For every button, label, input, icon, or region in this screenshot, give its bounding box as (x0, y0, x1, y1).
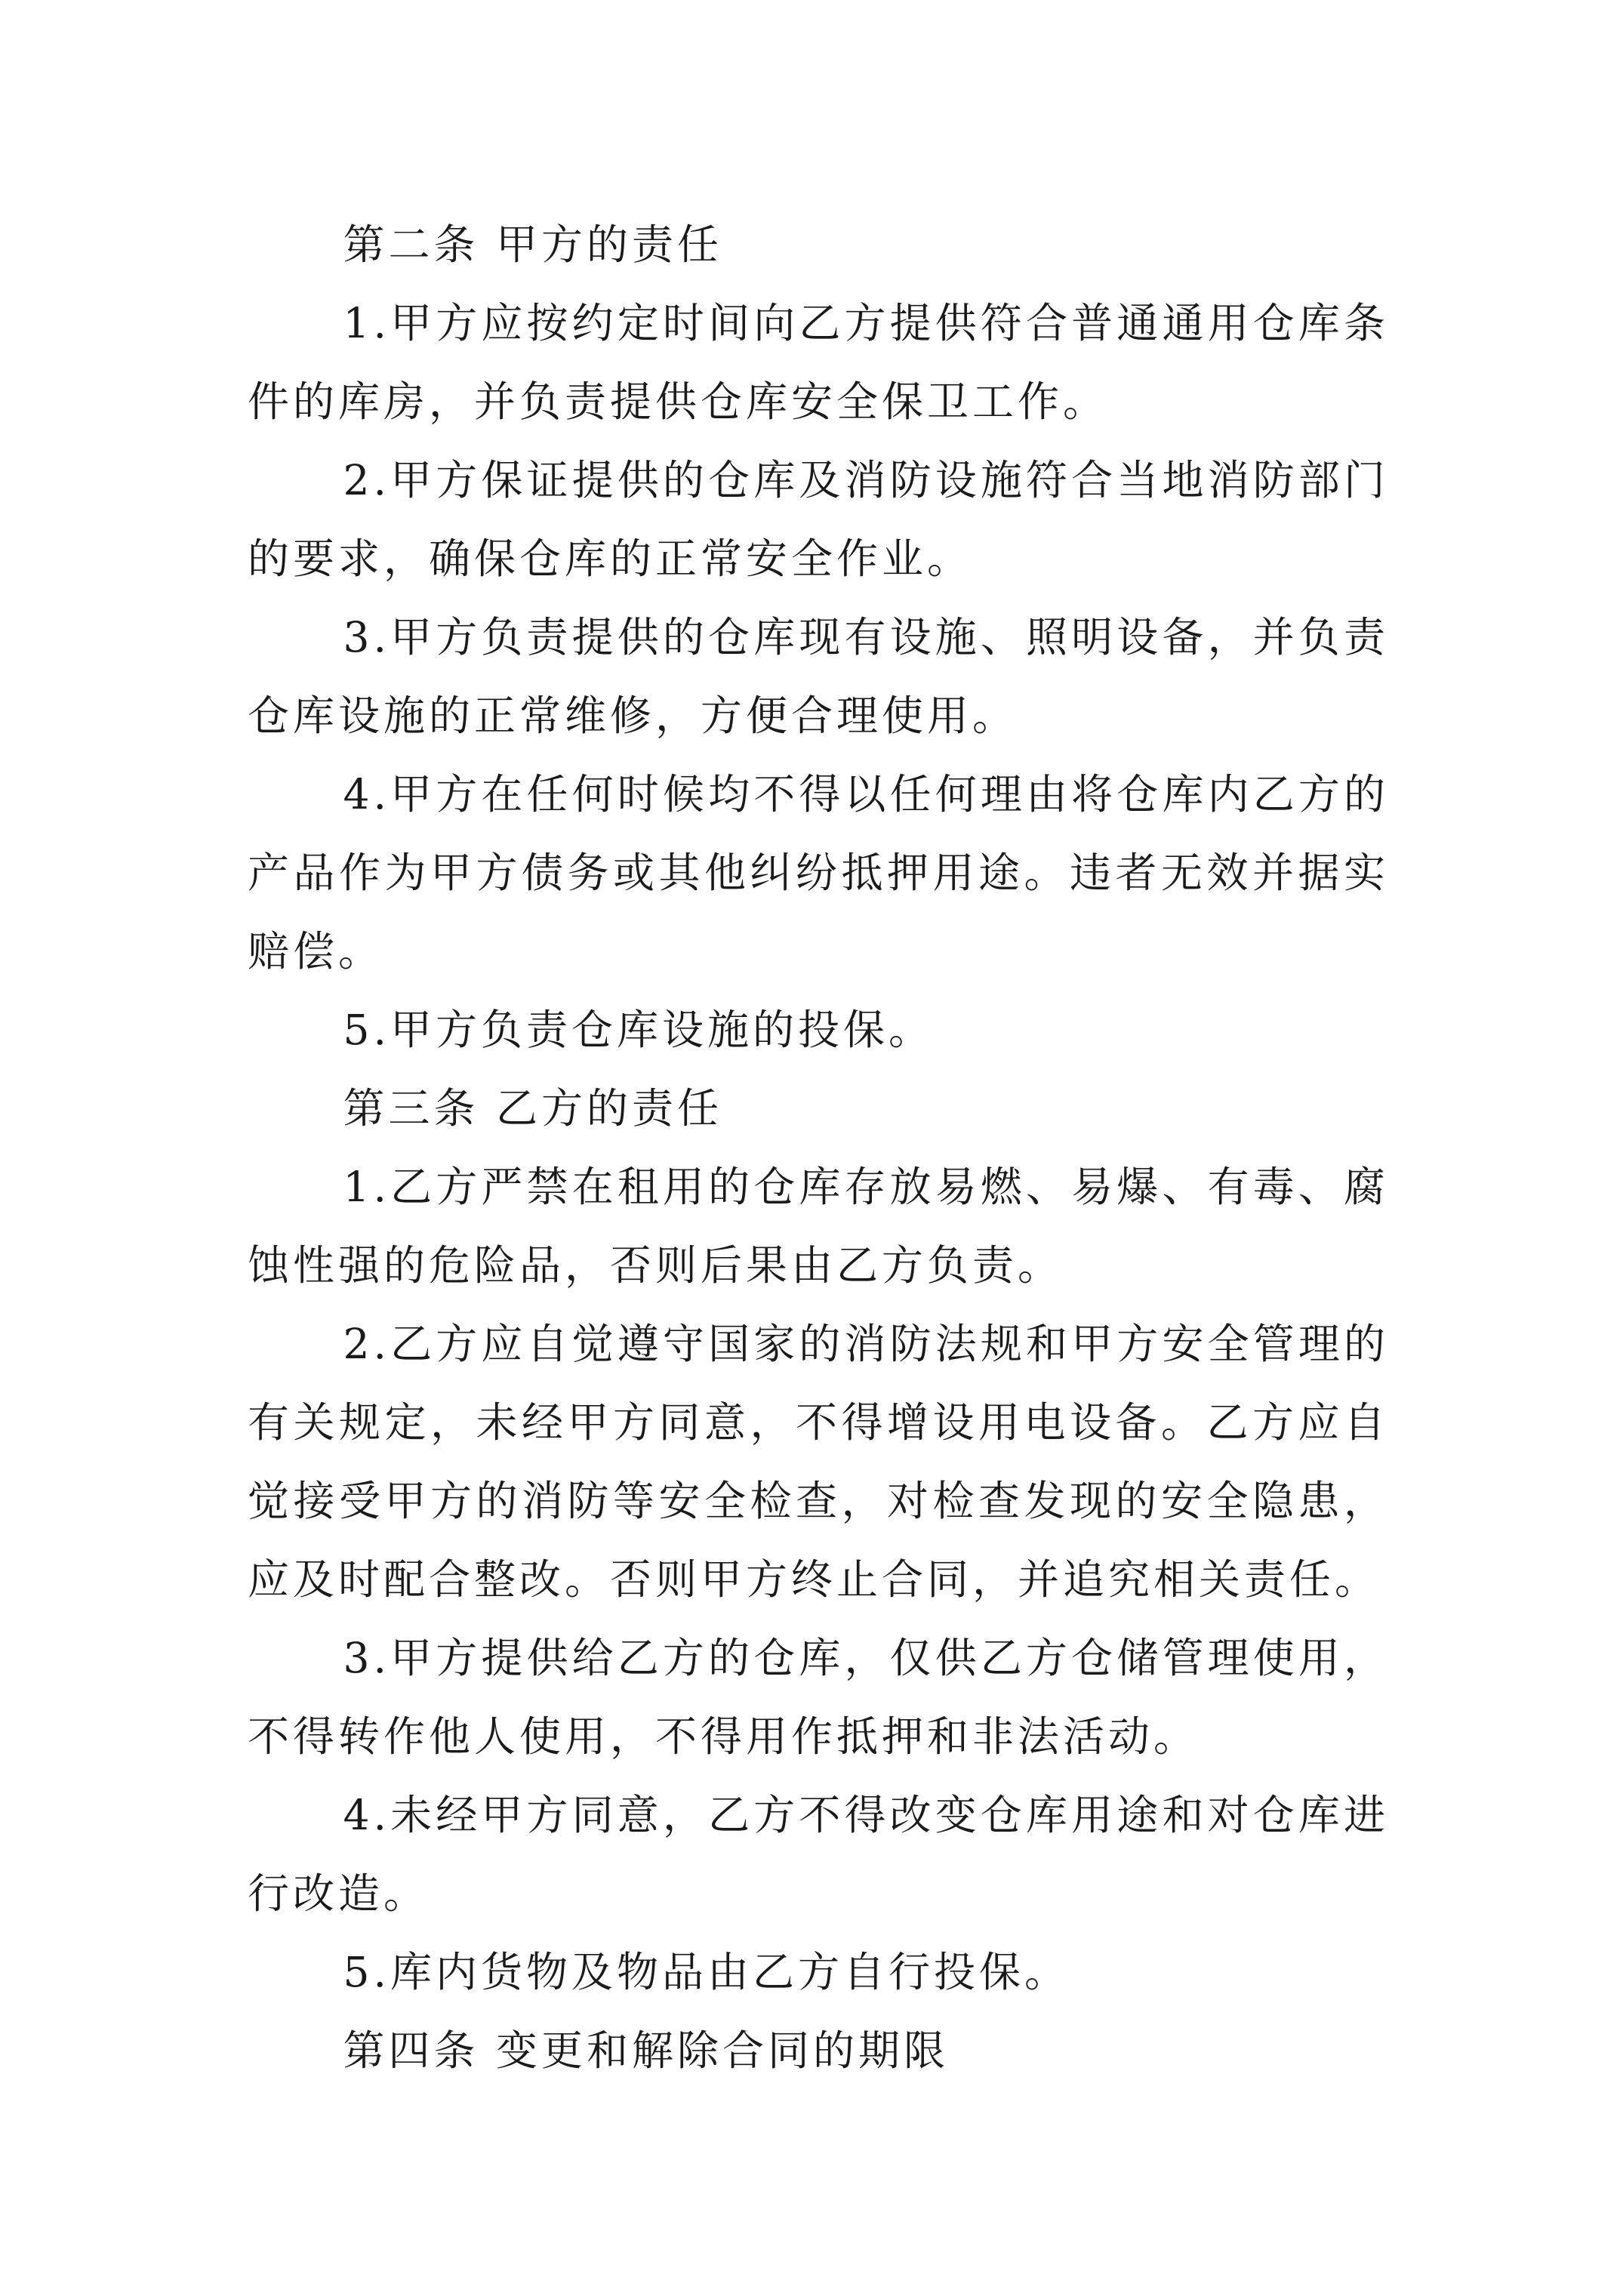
clause-3-3: 3.甲方提供给乙方的仓库，仅供乙方仓储管理使用，不得转作他人使用，不得用作抵押和非法活动。 (248, 1634, 1389, 1761)
clause-2-3: 3.甲方负责提供的仓库现有设施、照明设备，并负责仓库设施的正常维修，方便合理使用。 (248, 613, 1389, 740)
clause-3-5: 5.库内货物及物品由乙方自行投保。 (343, 1948, 1070, 1996)
clause-3-2: 2.乙方应自觉遵守国家的消防法规和甲方安全管理的有关规定，未经甲方同意，不得增设用电设备。乙方应自觉接受甲方的消防等安全检查，对检查发现的安全隐患，应及时配合整改。否则甲方终止合同，并追究相关责任。 (248, 1320, 1389, 1604)
clause-2-2: 2.甲方保证提供的仓库及消防设施符合当地消防部门的要求，确保仓库的正常安全作业。 (248, 456, 1389, 583)
clause-2-4: 4.甲方在任何时候均不得以任何理由将仓库内乙方的产品作为甲方债务或其他纠纷抵押用途。违者无效并据实赔偿。 (248, 770, 1389, 975)
section-heading-article-4: 第四条 变更和解除合同的期限 (343, 2026, 949, 2075)
section-heading-article-2: 第二条 甲方的责任 (343, 220, 722, 269)
clause-2-5: 5.甲方负责仓库设施的投保。 (343, 1006, 934, 1054)
clause-3-1: 1.乙方严禁在租用的仓库存放易燃、易爆、有毒、腐蚀性强的危险品，否则后果由乙方负责。 (248, 1163, 1389, 1290)
clause-3-4: 4.未经甲方同意，乙方不得改变仓库用途和对仓库进行改造。 (248, 1791, 1389, 1918)
document-body (248, 205, 1389, 2090)
clause-2-1: 1.甲方应按约定时间向乙方提供符合普通通用仓库条件的库房，并负责提供仓库安全保卫工作。 (248, 299, 1389, 426)
section-heading-article-3: 第三条 乙方的责任 (343, 1084, 722, 1133)
